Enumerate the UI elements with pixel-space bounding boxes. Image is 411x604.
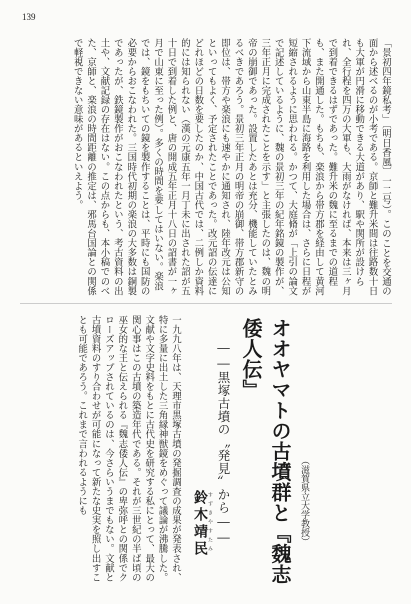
article-body-text: 一九九八年は、天理市黒塚古墳の発掘調査の成果が発表され、特に多量に出土した三角縁神獣鏡をめぐって議論が沸騰した。文献や文字史料をもとに古代史を研究する私にとって、最大の関心事はこの古墳の築造年代である。それが三世紀の半ば頃の巫女的な王と伝えられる『魏志倭人伝』の卑弥呼との関係でクローズアップされているのは、今さらいうまでもない。文献と古墳資料のすり合わせが可能になって新たな史実を照し出すことも可能であろう。これまで言われるようにも <box>76 315 181 583</box>
article-title: オオヤマトの古墳群と『魏志倭人伝』 <box>239 318 292 585</box>
section-divider <box>20 303 392 304</box>
page-number: 139 <box>22 12 36 22</box>
author-name: 鈴木靖民 <box>192 490 208 558</box>
article-subtitle: ――黒塚古墳の〝発見〟から―― <box>216 340 231 545</box>
upper-body-text: 「景初四年鏡私考」〔明日香風〕一二号）。このことを交通の面から述べるのが小考である。京師と難升米間は往路数十日も大軍が円滑に移動できる大道があり、駅や関所が設けられ、全行程を四万の大軍も、大雨がなければ、本来は三ヶ月で到着できるはずであった。難升米の魏に至るまでの道程も、また開通した。もちも、楽浪から帯方郡を経由して黄河下流域から山東半島に海路を利用した場合は、さらに日程が短縮されるように思われる。かつて、大庭脩が「上引の論文で記述しているように、魏の景初三年の紀年銘鏡の製作が、三年正月に完成されたことを示す」と主張したのは、魏の明帝の崩御であった。設置したあとは充分、機能していたとみるべきであろう。景初三年正月の明帝の崩御、帯方郡新守の即位は、帯方や楽浪にも速やかに通知され、陸年改元は公知といってもよく、予定されたことであった。改元詔の伝達にどれほどの日数を要したのか、中国古代では、二例しか資料的には知られない（漢の元康五年一月丁未に出された詔が五十日で到着した例と、唐の開成五年正月十八日の詔書が一ヶ月で山東に至った例）。多くの時間を要してはいない。楽浪では、鏡をもちいての鏡を製作することは、平時にも国防の必要からおこなわれた。三国時代初期の楽浪の大多数は銅製であったが、鉄鏡製作がおこなわれたという、考古資料の出土や、文献記録の存在はない。この点からも、本小稿でのべた、京師と、楽浪の時間距離の推定は、邪馬台国論との関係で軽視できない意味があるといえよう。 <box>71 38 391 296</box>
author-affiliation: （滋賀県立大学教授） <box>299 456 309 546</box>
author-ruby: すずきやすたみ <box>207 492 213 555</box>
